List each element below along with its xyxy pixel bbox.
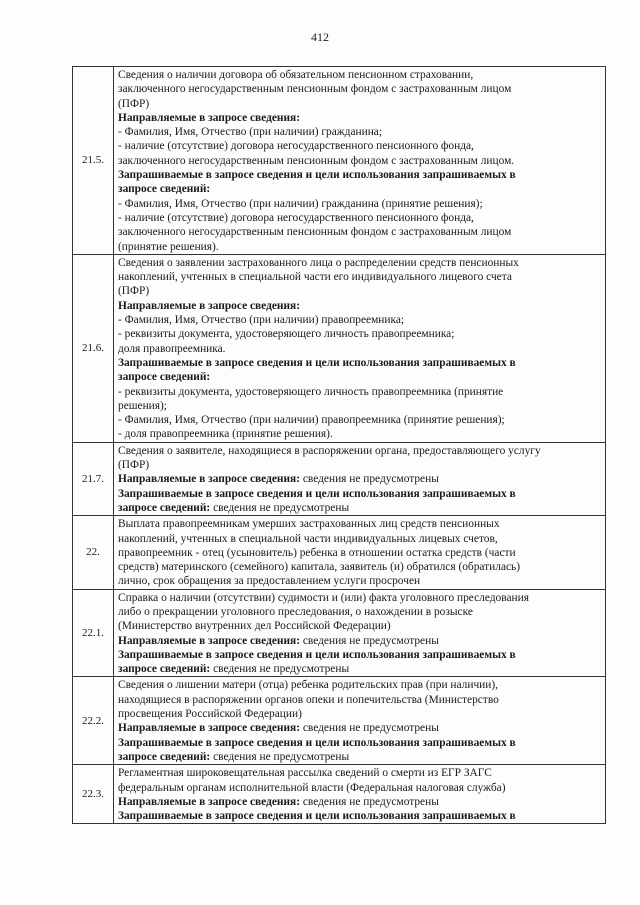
line-text: правопреемник - отец (усыновитель) ребенка в отношении остатка средств (части xyxy=(118,546,516,559)
line-text: - Фамилия, Имя, Отчество (при наличии) гражданина; xyxy=(118,126,383,139)
line-text: (принятие решения). xyxy=(118,240,219,253)
table-row xyxy=(73,254,606,442)
row-number: 21.6. xyxy=(73,254,114,442)
text-line xyxy=(118,139,601,153)
row-content xyxy=(114,677,606,765)
text-line xyxy=(118,532,601,546)
text-line xyxy=(118,182,601,196)
table-row xyxy=(73,516,606,589)
row-number: 21.5. xyxy=(73,67,114,255)
text-line xyxy=(118,574,601,588)
bold-label: Направляемые в запросе сведения: xyxy=(118,634,300,647)
text-line xyxy=(118,399,601,413)
text-line xyxy=(118,240,601,254)
text-line xyxy=(118,313,601,327)
text-line xyxy=(118,356,601,370)
text-line xyxy=(118,168,601,182)
text-line xyxy=(118,472,601,486)
row-content xyxy=(114,67,606,255)
bold-label: запросе сведений: xyxy=(118,501,211,514)
line-text: Сведения о лишении матери (отца) ребенка родительских прав (при наличии), xyxy=(118,679,498,692)
text-line xyxy=(118,501,601,515)
bold-label: Направляемые в запросе сведения: xyxy=(118,473,300,486)
bold-label: Направляемые в запросе сведения: xyxy=(118,722,300,735)
line-text: заключенного негосударственным пенсионным фондом с застрахованным лицом xyxy=(118,83,512,96)
bold-label: запросе сведений: xyxy=(118,371,211,384)
line-text: (ПФР) xyxy=(118,97,150,110)
text-line xyxy=(118,225,601,239)
text-line xyxy=(118,809,601,823)
line-text: федеральным органам исполнительной власти (Федеральная налоговая служба) xyxy=(118,781,506,794)
text-line xyxy=(118,546,601,560)
text-line xyxy=(118,284,601,298)
table-row xyxy=(73,677,606,765)
text-line xyxy=(118,444,601,458)
row-content xyxy=(114,516,606,589)
requirements-table xyxy=(72,66,606,824)
line-text: накоплений, учтенных в специальной части индивидуальных лицевых счетов, xyxy=(118,532,498,545)
text-line xyxy=(118,678,601,692)
line-text: - Фамилия, Имя, Отчество (при наличии) гражданина (принятие решения); xyxy=(118,197,483,210)
text-line xyxy=(118,154,601,168)
bold-label: Направляемые в запросе сведения: xyxy=(118,795,300,808)
text-line xyxy=(118,766,601,780)
bold-label: Запрашиваемые в запросе сведения и цели использования запрашиваемых в xyxy=(118,169,516,182)
table-row xyxy=(73,442,606,515)
line-text: сведения не предусмотрены xyxy=(300,795,439,808)
line-text: лично, срок обращения за предоставлением услуги просрочен xyxy=(118,575,421,588)
line-text: Сведения о заявителе, находящиеся в распоряжении органа, предоставляющего услугу xyxy=(118,444,541,457)
text-line xyxy=(118,82,601,96)
bold-label: Запрашиваемые в запросе сведения и цели использования запрашиваемых в xyxy=(118,736,516,749)
line-text: - реквизиты документа, удостоверяющего личность правопреемника; xyxy=(118,328,455,341)
line-text: (ПФР) xyxy=(118,459,150,472)
row-number: 21.7. xyxy=(73,442,114,515)
line-text: - Фамилия, Имя, Отчество (при наличии) правопреемника; xyxy=(118,314,405,327)
line-text: сведения не предусмотрены xyxy=(210,663,350,676)
text-line xyxy=(118,111,601,125)
line-text: (ПФР) xyxy=(118,285,150,298)
text-line xyxy=(118,197,601,211)
table-row xyxy=(73,589,606,677)
text-line xyxy=(118,605,601,619)
line-text: Выплата правопреемникам умерших застрахованных лиц средств пенсионных xyxy=(118,518,500,531)
text-line xyxy=(118,385,601,399)
text-line xyxy=(118,342,601,356)
line-text: находящиеся в распоряжении органов опеки и попечительства (Министерство xyxy=(118,693,499,706)
text-line xyxy=(118,707,601,721)
text-line xyxy=(118,795,601,809)
text-line xyxy=(118,125,601,139)
text-line xyxy=(118,693,601,707)
text-line xyxy=(118,68,601,82)
line-text: сведения не предусмотрены xyxy=(300,473,439,486)
text-line xyxy=(118,211,601,225)
line-text: - Фамилия, Имя, Отчество (при наличии) правопреемника (принятие решения); xyxy=(118,414,505,427)
line-text: Сведения о наличии договора об обязательном пенсионном страховании, xyxy=(118,69,474,81)
text-line xyxy=(118,560,601,574)
table-row xyxy=(73,765,606,824)
row-number: 22.3. xyxy=(73,765,114,824)
line-text: либо о прекращении уголовного преследования, о нахождении в розыске xyxy=(118,605,473,618)
line-text: - доля правопреемника (принятие решения). xyxy=(118,428,333,441)
text-line xyxy=(118,458,601,472)
table-body xyxy=(73,67,606,824)
line-text: - наличие (отсутствие) договора негосударственного пенсионного фонда, xyxy=(118,211,474,224)
line-text: - реквизиты документа, удостоверяющего личность правопреемника (принятие xyxy=(118,385,504,398)
line-text: (Министерство внутренних дел Российской Федерации) xyxy=(118,620,391,633)
text-line xyxy=(118,487,601,501)
bold-label: Запрашиваемые в запросе сведения и цели использования запрашиваемых в xyxy=(118,810,516,823)
text-line xyxy=(118,619,601,633)
bold-label: запросе сведений: xyxy=(118,183,211,196)
line-text: сведения не предусмотрены xyxy=(300,634,439,647)
line-text: Сведения о заявлении застрахованного лица о распределении средств пенсионных xyxy=(118,256,519,269)
text-line xyxy=(118,721,601,735)
text-line xyxy=(118,427,601,441)
line-text: заключенного негосударственным пенсионным фондом с застрахованным лицом xyxy=(118,226,512,239)
row-content xyxy=(114,765,606,824)
row-number: 22.2. xyxy=(73,677,114,765)
text-line xyxy=(118,97,601,111)
text-line xyxy=(118,634,601,648)
line-text: накоплений, учтенных в специальной части его индивидуального лицевого счета xyxy=(118,271,512,284)
text-line xyxy=(118,413,601,427)
text-line xyxy=(118,517,601,531)
line-text: Справка о наличии (отсутствии) судимости и (или) факта уголовного преследования xyxy=(118,591,529,604)
bold-label: запросе сведений: xyxy=(118,663,211,676)
bold-label: запросе сведений: xyxy=(118,750,211,763)
table-row xyxy=(73,67,606,255)
row-content xyxy=(114,254,606,442)
line-text: сведения не предусмотрены xyxy=(300,722,439,735)
page-number: 412 xyxy=(311,30,329,44)
row-content xyxy=(114,442,606,515)
bold-label: Запрашиваемые в запросе сведения и цели использования запрашиваемых в xyxy=(118,487,516,500)
text-line xyxy=(118,662,601,676)
line-text: решения); xyxy=(118,399,167,412)
bold-label: Запрашиваемые в запросе сведения и цели использования запрашиваемых в xyxy=(118,648,516,661)
line-text: доля правопреемника. xyxy=(118,342,226,355)
bold-label: Направляемые в запросе сведения: xyxy=(118,111,300,124)
text-line xyxy=(118,370,601,384)
row-content xyxy=(114,589,606,677)
text-line xyxy=(118,256,601,270)
bold-label: Направляемые в запросе сведения: xyxy=(118,299,300,312)
text-line xyxy=(118,591,601,605)
line-text: сведения не предусмотрены xyxy=(210,501,350,514)
row-number: 22. xyxy=(73,516,114,589)
text-line xyxy=(118,750,601,764)
row-number: 22.1. xyxy=(73,589,114,677)
bold-label: Запрашиваемые в запросе сведения и цели использования запрашиваемых в xyxy=(118,356,516,369)
text-line xyxy=(118,736,601,750)
line-text: заключенного негосударственным пенсионным фондом с застрахованным лицом. xyxy=(118,154,515,167)
line-text: средств) материнского (семейного) капитала, заявитель (и) обратился (обратилась) xyxy=(118,561,521,574)
text-line xyxy=(118,270,601,284)
line-text: Регламентная широковещательная рассылка сведений о смерти из ЕГР ЗАГС xyxy=(118,767,492,780)
text-line xyxy=(118,327,601,341)
text-line xyxy=(118,648,601,662)
line-text: - наличие (отсутствие) договора негосударственного пенсионного фонда, xyxy=(118,140,474,153)
line-text: просвещения Российской Федерации) xyxy=(118,708,302,721)
text-line xyxy=(118,781,601,795)
line-text: сведения не предусмотрены xyxy=(210,750,350,763)
text-line xyxy=(118,299,601,313)
